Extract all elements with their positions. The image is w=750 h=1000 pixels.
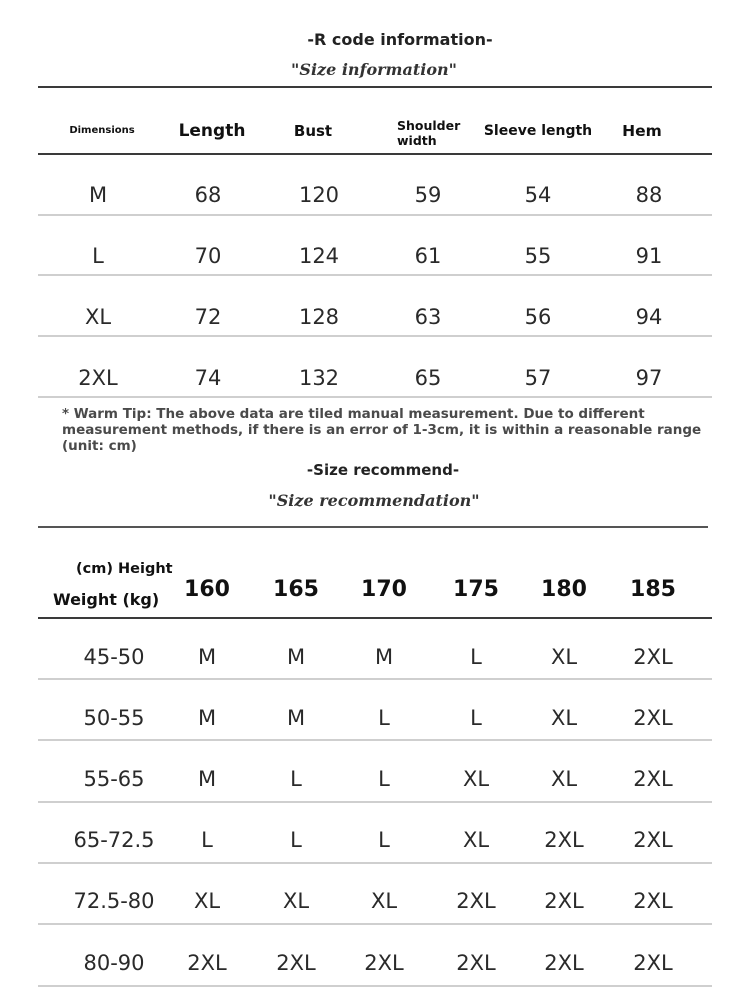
- recommended-size: 2XL: [633, 706, 673, 730]
- size-label: XL: [84, 305, 112, 329]
- recommended-size: 2XL: [633, 828, 673, 852]
- measurement-cell: 68: [194, 183, 222, 207]
- measurement-cell: 128: [298, 305, 340, 329]
- recommended-size: 2XL: [456, 889, 496, 913]
- weight-range: 80-90: [83, 951, 145, 975]
- height-header-3: 175: [453, 577, 499, 602]
- measurement-cell: 132: [298, 366, 340, 390]
- recommended-size: 2XL: [633, 645, 673, 669]
- weight-range: 65-72.5: [73, 828, 155, 852]
- recommended-size: XL: [462, 767, 490, 791]
- recommended-size: L: [378, 767, 390, 791]
- measurement-cell: 57: [524, 366, 552, 390]
- size-label: L: [92, 244, 104, 268]
- warm-tip: * Warm Tip: The above data are tiled manual measurement. Due to different measurement methods, if there is an error of 1-3cm, it is within a reasonable range (unit: cm): [62, 406, 702, 454]
- recommended-size: M: [286, 706, 306, 730]
- row-divider: [38, 923, 712, 925]
- header-shoulder-line1: Shoulder: [397, 118, 461, 133]
- recommended-size: 2XL: [633, 889, 673, 913]
- recommended-size: 2XL: [544, 951, 584, 975]
- divider: [38, 526, 708, 528]
- measurement-cell: 54: [524, 183, 552, 207]
- measurement-cell: 72: [194, 305, 222, 329]
- weight-range: 50-55: [83, 706, 145, 730]
- size-label: M: [88, 183, 108, 207]
- recommended-size: L: [378, 706, 390, 730]
- measurement-cell: 65: [414, 366, 442, 390]
- row-divider: [38, 739, 712, 741]
- weight-range: 72.5-80: [73, 889, 155, 913]
- measurement-cell: 88: [635, 183, 663, 207]
- measurement-cell: 55: [524, 244, 552, 268]
- recommended-size: 2XL: [544, 889, 584, 913]
- height-header-4: 180: [541, 577, 587, 602]
- measurement-cell: 61: [414, 244, 442, 268]
- row-divider: [38, 678, 712, 680]
- recommended-size: M: [197, 645, 217, 669]
- recommended-size: L: [201, 828, 213, 852]
- recommended-size: XL: [550, 706, 578, 730]
- row-divider: [38, 396, 712, 398]
- divider: [38, 86, 712, 88]
- measurement-cell: 94: [635, 305, 663, 329]
- recommended-size: XL: [550, 767, 578, 791]
- row-divider: [38, 985, 712, 987]
- size-info-subtitle: "Size information": [291, 60, 457, 79]
- row-divider: [38, 214, 712, 216]
- recommended-size: XL: [462, 828, 490, 852]
- size-label: 2XL: [78, 366, 118, 390]
- header-dimensions: Dimensions: [69, 125, 135, 136]
- measurement-cell: 120: [298, 183, 340, 207]
- header-bust: Bust: [293, 122, 333, 140]
- recommended-size: M: [197, 706, 217, 730]
- recommended-size: 2XL: [276, 951, 316, 975]
- recommended-size: 2XL: [456, 951, 496, 975]
- height-header-2: 170: [361, 577, 407, 602]
- row-divider: [38, 801, 712, 803]
- measurement-cell: 91: [635, 244, 663, 268]
- recommended-size: 2XL: [364, 951, 404, 975]
- measurement-cell: 97: [635, 366, 663, 390]
- height-header-5: 185: [630, 577, 676, 602]
- recommended-size: L: [290, 828, 302, 852]
- divider: [38, 153, 712, 155]
- recommended-size: M: [286, 645, 306, 669]
- recommended-size: M: [197, 767, 217, 791]
- recommended-size: L: [470, 706, 482, 730]
- recommended-size: 2XL: [544, 828, 584, 852]
- recommended-size: L: [378, 828, 390, 852]
- header-height-label: (cm) Height: [76, 561, 173, 577]
- weight-range: 45-50: [83, 645, 145, 669]
- recommended-size: 2XL: [633, 951, 673, 975]
- measurement-cell: 59: [414, 183, 442, 207]
- row-divider: [38, 862, 712, 864]
- measurement-cell: 56: [524, 305, 552, 329]
- header-length: Length: [178, 121, 246, 141]
- height-header-0: 160: [184, 577, 230, 602]
- recommended-size: XL: [193, 889, 221, 913]
- size-info-section-title: -R code information-: [307, 30, 493, 49]
- measurement-cell: 63: [414, 305, 442, 329]
- size-rec-subtitle: "Size recommendation": [268, 491, 480, 510]
- header-sleeve-length: Sleeve length: [483, 123, 593, 139]
- row-divider: [38, 335, 712, 337]
- size-rec-section-title: -Size recommend-: [306, 461, 460, 479]
- recommended-size: XL: [550, 645, 578, 669]
- header-shoulder-line2: width: [397, 133, 437, 148]
- row-divider: [38, 274, 712, 276]
- measurement-cell: 124: [298, 244, 340, 268]
- recommended-size: 2XL: [633, 767, 673, 791]
- recommended-size: 2XL: [187, 951, 227, 975]
- height-header-1: 165: [273, 577, 319, 602]
- measurement-cell: 74: [194, 366, 222, 390]
- recommended-size: M: [374, 645, 394, 669]
- header-shoulder-width: [397, 118, 460, 148]
- header-hem: Hem: [622, 122, 662, 140]
- recommended-size: XL: [370, 889, 398, 913]
- divider: [38, 617, 712, 619]
- recommended-size: XL: [282, 889, 310, 913]
- header-weight-label: Weight (kg): [53, 590, 160, 609]
- measurement-cell: 70: [194, 244, 222, 268]
- weight-range: 55-65: [83, 767, 145, 791]
- recommended-size: L: [290, 767, 302, 791]
- recommended-size: L: [470, 645, 482, 669]
